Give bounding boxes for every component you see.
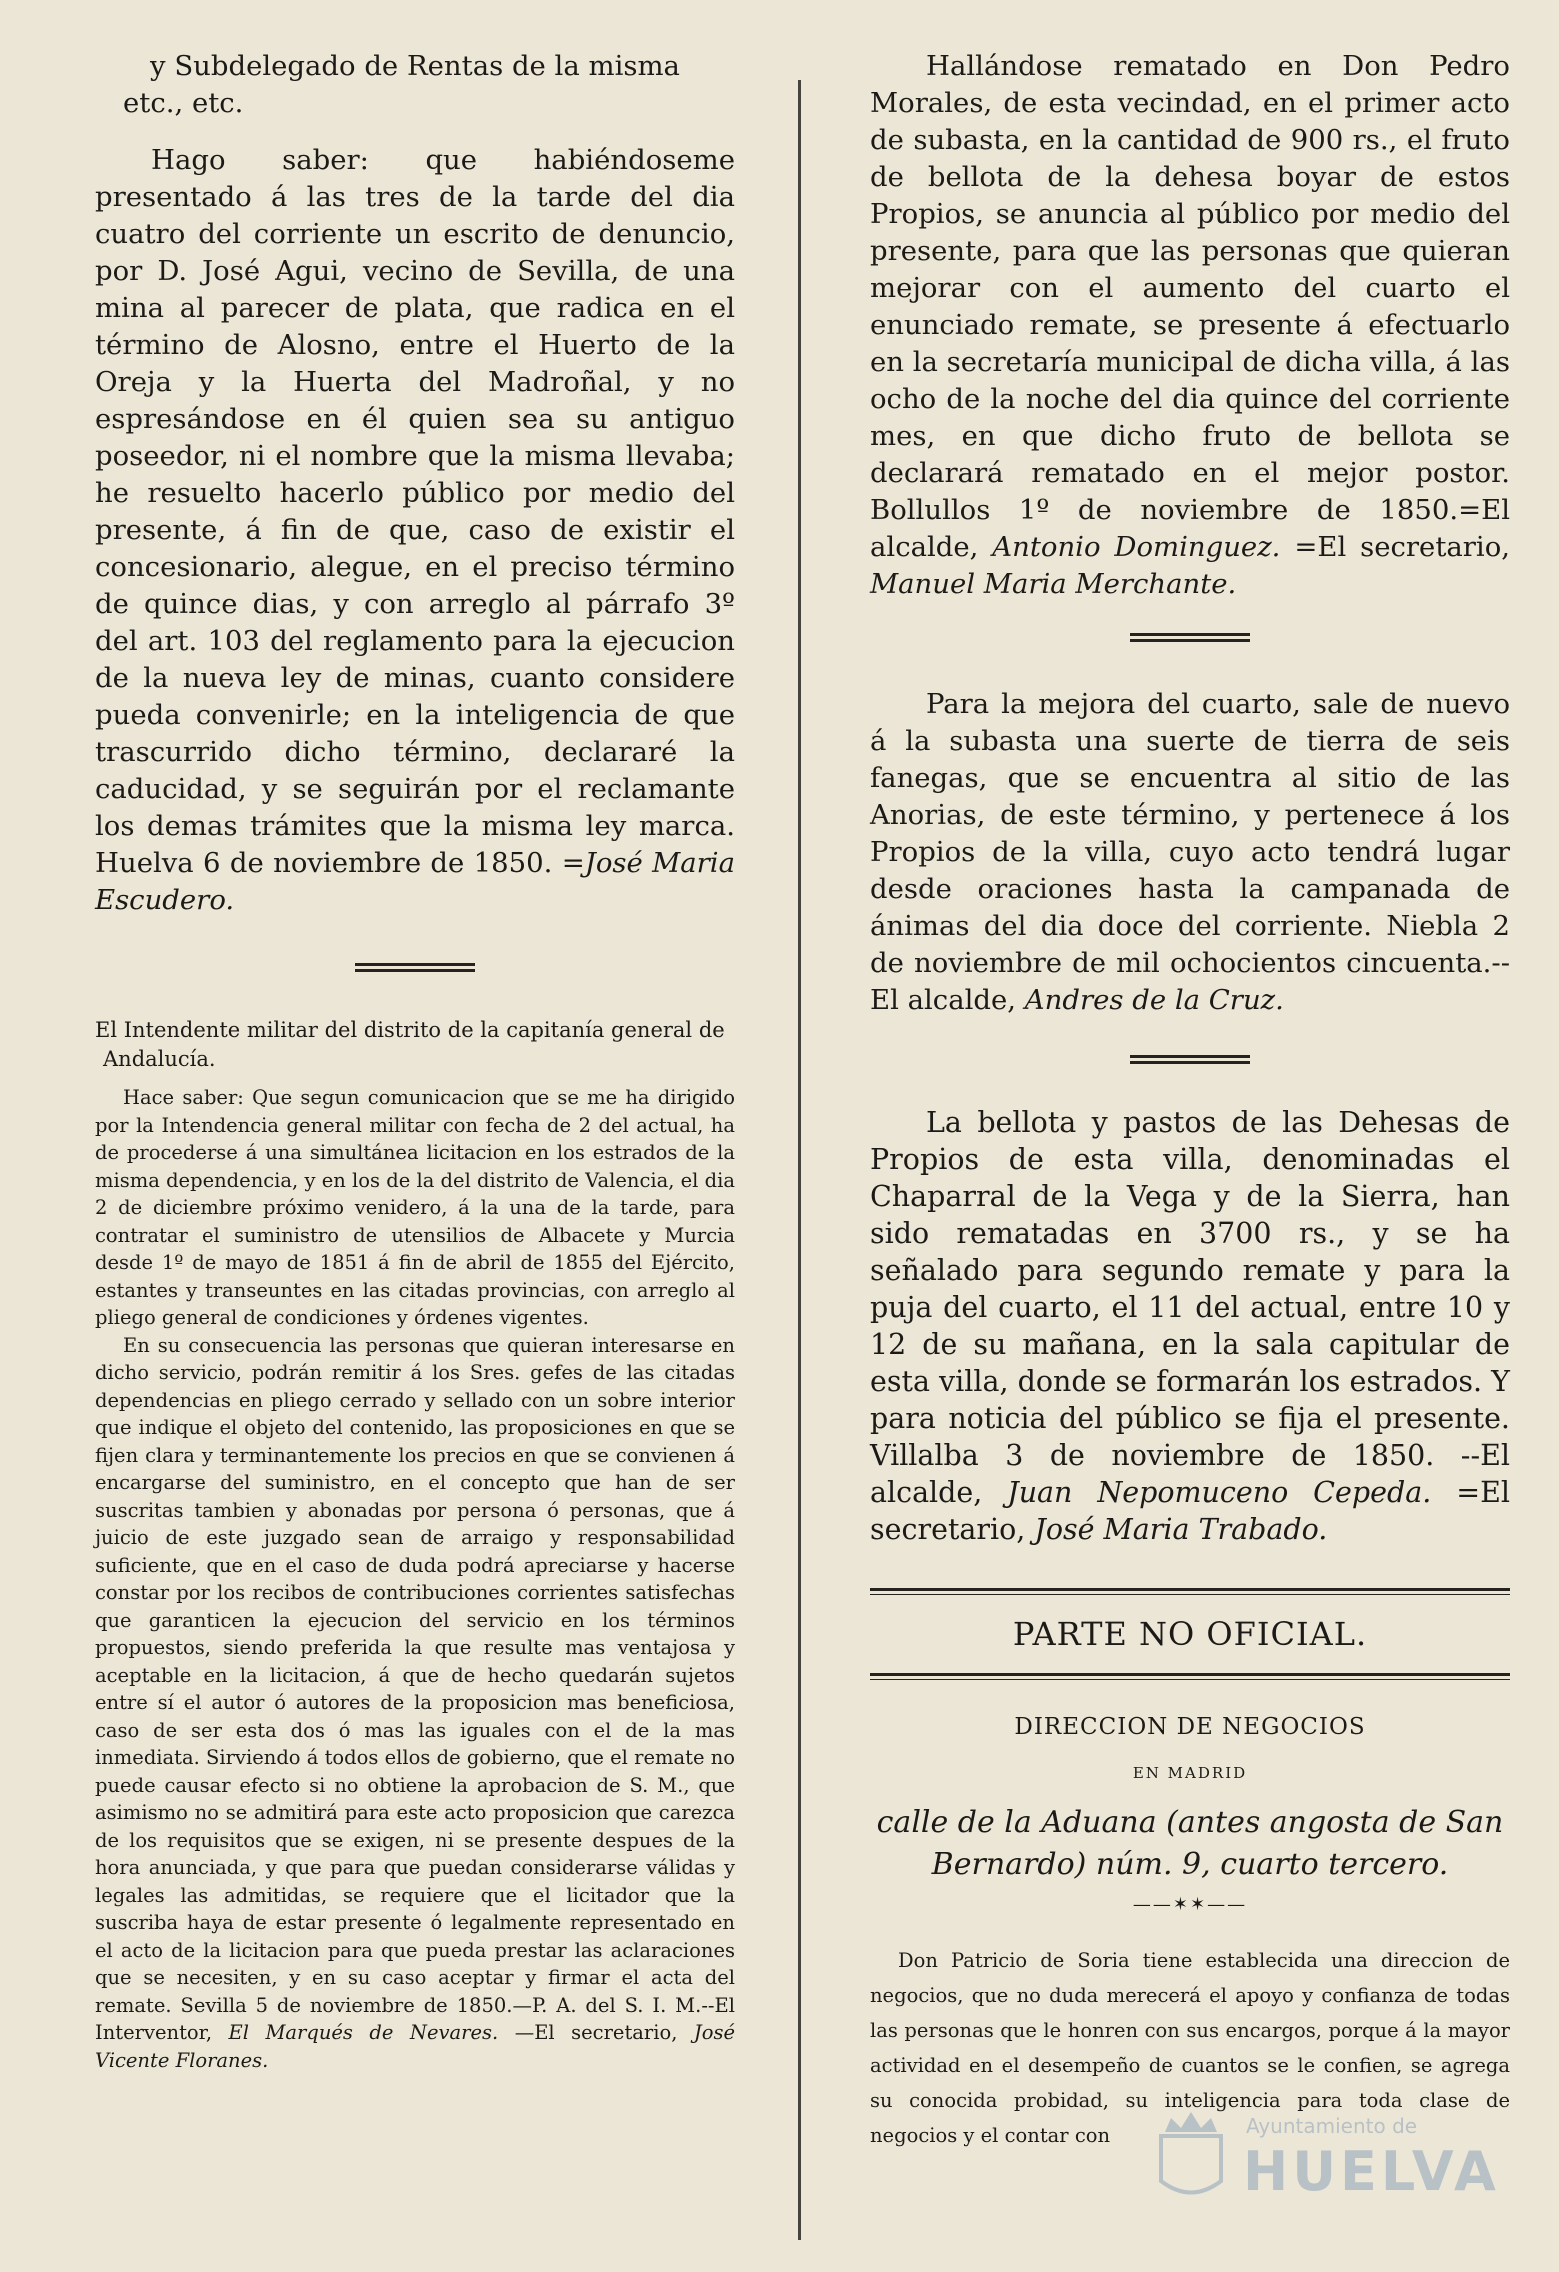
intendente-heading: El Intendente militar del distrito de la capitanía general de Andalucía. [95,1018,725,1071]
right-column [870,48,1510,2153]
notice-villalba-signature-2: José Maria Trabado. [1034,1513,1328,1546]
separator-rule [1130,1055,1250,1064]
notice-villalba-body [870,1104,1510,1548]
section-title: PARTE NO OFICIAL. [1012,1615,1368,1653]
intendente-notice [95,1084,735,2074]
notice-bollullos-body [870,48,1510,603]
notice-villalba-secretary-label: =El secretario, [870,1476,1510,1546]
watermark-line1: Ayuntamiento de [1246,2114,1418,2138]
intendente-secretary-label: —El secretario, [514,2021,678,2044]
notice-villalba-text: La bellota y pastos de las Dehesas de Propios de esta villa, denominadas el Chaparral de la Vega y de la Sierra, han sido rematadas en 3700 rs., y se ha señalado para segundo remate y para la puja del cuarto, el 11 del actual, entre 10 y 12 de su mañana, en la sala capitular de esta villa, donde se formarán los estrados. Y para noticia del público se fija el presente. Villalba 3 de noviembre de 1850. --El alcalde, [870,1106,1510,1509]
notice-mines-signature: =José Maria Escudero. [95,847,735,916]
notice-niebla-text: Para la mejora del cuarto, sale de nuevo á la subasta una suerte de tierra de seis fanegas, que se encuentra al sitio de las Anorias, de este término, y pertenece á los Propios de la villa, cuyo acto tendrá lugar desde oraciones hasta la campanada de ánimas del dia doce del corriente. Niebla 2 de noviembre de mil ochocientos cincuenta.--El alcalde, [870,688,1510,1016]
madrid-subtitle: EN MADRID [1132,1764,1248,1782]
ornament-divider: ——✶✶—— [1132,1894,1248,1915]
notice-mines-text: Hago saber: que habiéndoseme presentado á las tres de la tarde del dia cuatro del corriente un escrito de denuncio, por D. José Agui, vecino de Sevilla, de una mina al parecer de plata, que radica en el término de Alosno, entre el Huerto de la Oreja y la Huerta del Madroñal, y no espresándose en él quien sea su antiguo poseedor, ni el nombre que la misma llevaba; he resuelto hacerlo público por medio del presente, á fin de que, caso de existir el concesionario, alegue, en el preciso término de quince dias, y con arreglo al párrafo 3º del art. 103 del reglamento para la ejecucion de la nueva ley de minas, cuanto considere pueda convenirle; en la inteligencia de que trascurrido dicho término, declararé la caducidad, y se seguirán por el reclamante los demas trámites que la misma ley marca. Huelva 6 de noviembre de 1850. [95,144,735,879]
notice-niebla [870,686,1510,1019]
left-column [95,48,735,2074]
notice-villalba [870,1104,1510,1548]
ayuntamiento-watermark [1151,2106,1500,2216]
notice-continuation-line: y Subdelegado de Rentas de la misma [150,50,680,82]
intendente-para2-text: En su consecuencia las personas que quieran interesarse en dicho servicio, podrán remitir á los Sres. gefes de las citadas dependencias en pliego cerrado y sellado con un sobre interior que indique el objeto del contenido, las proposiciones en que se fijen clara y terminantemente los precios en que se convienen á encargarse del suministro, en el concepto que han de ser suscritas tambien y abonadas por persona ó personas, que á juicio de este juzgado sean de arraigo y responsabilidad suficiente, que en el caso de duda podrá apreciarse y hacerse constar por los recibos de contribuciones corrientes satisfechas que garanticen la ejecucion del servicio en los términos propuestos, siendo preferida la que resulte mas ventajosa y aceptable en la licitacion, á que de hecho quedarán sujetos entre sí el autor ó autores de la proposicion mas beneficiosa, caso de ser esta dos ó mas las iguales con el de la mas inmediata. Sirviendo á todos ellos de gobierno, que el remate no puede causar efecto si no obtiene la aprobacion de S. M., que asimismo no se admitirá para este acto proposicion que carezca de los requisitos que se exigen, ni se presente despues de la hora anunciada, y que para que puedan considerarse válidas y legales las admitidas, se requiere que el licitador que la suscriba haya de estar presente ó legalmente representado en el acto de la licitacion para que pueda prestar las aclaraciones que se necesiten, y en su caso aceptar y firmar el acta del remate. Sevilla 5 de noviembre de 1850.—P. A. del S. I. M.--El Interventor, [95,1333,735,2044]
column-divider [798,80,801,2240]
notice-bollullos-signature-2: Manuel Maria Merchante. [870,568,1237,600]
notice-continuation-etc: etc., etc. [123,87,244,119]
notice-villalba-signature-1: Juan Nepomuceno Cepeda. [1007,1476,1432,1509]
intendente-signature-1: El Marqués de Nevares. [228,2021,499,2044]
direccion-title: DIRECCION DE NEGOCIOS [1014,1714,1366,1740]
watermark-line2: HUELVA [1243,2140,1500,2203]
notice-bollullos-text: Hallándose rematado en Don Pedro Morales, de esta vecindad, en el primer acto de subasta, en la cantidad de 900 rs., el fruto de bellota de la dehesa boyar de estos Propios, se anuncia al público por medio del presente, para que las personas que quieran mejorar con el aumento del cuarto el enunciado remate, se presente á efectuarlo en la secretaría municipal de dicha villa, á las ocho de la noche del dia quince del corriente mes, en que dicho fruto de bellota se declarará rematado en el mejor postor. Bollullos 1º de noviembre de 1850.=El alcalde, [870,50,1510,563]
address-line: calle de la Aduana (antes angosta de San Bernardo) núm. 9, cuarto tercero. [876,1805,1504,1882]
direccion-para: Don Patricio de Soria tiene establecida una direccion de negocios, que no duda merecerá el apoyo y confianza de todas las personas que le honren con sus encargos, porque á la mayor actividad en el desempeño de cuantos se le confien, se agrega su conocida probidad, su inteligencia para toda clase de negocios y el contar con [870,1949,1510,2147]
notice-niebla-signature: Andres de la Cruz. [1024,984,1284,1016]
intendente-para2 [95,1332,735,2075]
separator-rule [355,963,475,972]
notice-mines [95,48,735,919]
section-rule-bottom [870,1673,1510,1680]
section-rule-top [870,1588,1510,1595]
notice-bollullos-secretary-label: =El secretario, [1294,531,1511,563]
notice-bollullos-signature-1: Antonio Dominguez. [992,531,1281,563]
intendente-para1: Hace saber: Que segun comunicacion que se me ha dirigido por la Intendencia general militar con fecha de 2 del actual, ha de procederse á una simultánea licitacion en los estrados de la misma dependencia, y en los de la del distrito de Valencia, el dia 2 de diciembre próximo venidero, á la una de la tarde, para contratar el suministro de utensilios de Albacete y Murcia desde 1º de mayo de 1851 á fin de abril de 1855 del Ejército, estantes y transeuntes en las citadas provincias, con arreglo al pliego general de condiciones y órdenes vigentes. [95,1086,735,1329]
notice-bollullos [870,48,1510,603]
separator-rule [1130,633,1250,642]
notice-mines-body [95,142,735,919]
notice-niebla-body [870,686,1510,1019]
crown-shield-icon [1151,2106,1231,2206]
intendente-signature-2: José Vicente Floranes. [95,2021,735,2072]
